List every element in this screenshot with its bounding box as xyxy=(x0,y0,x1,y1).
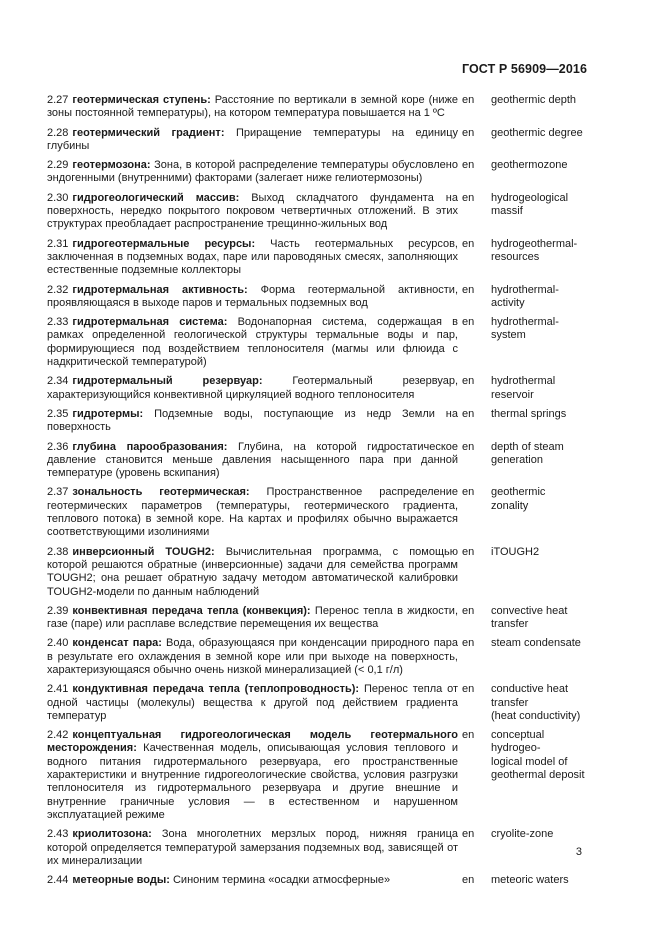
entry-language-code: en xyxy=(462,604,475,617)
entry-language-code: en xyxy=(462,126,475,139)
entry-english-term: geothermic depth xyxy=(491,94,576,106)
glossary-entry xyxy=(47,729,594,822)
entry-term: гидротермальный резервуар: xyxy=(72,375,263,388)
entry-language-code: en xyxy=(462,874,475,887)
entry-definition: Пространственное распределение геотермических параметров (температуры, геотермического градиента, теплового потока) в земной коре. На картах и профилях обычно выражается соответствующими изолиниями xyxy=(47,486,458,539)
entry-english-term: conductive heat transfer (heat conductivity) xyxy=(491,683,581,722)
entry-english-term: steam condensate xyxy=(491,637,581,650)
entry-number: 2.36 xyxy=(47,440,69,453)
entry-definition-block xyxy=(47,94,458,121)
entry-number: 2.31 xyxy=(47,237,69,250)
entry-number: 2.38 xyxy=(47,545,69,558)
glossary-entry xyxy=(47,284,594,311)
entry-definition: Подземные воды, поступающие из недр Земли на поверхность xyxy=(47,407,458,434)
entry-definition-block xyxy=(47,127,458,154)
entry-definition-block xyxy=(47,375,458,402)
entry-term: инверсионный TOUGH2: xyxy=(72,545,215,558)
entry-number: 2.28 xyxy=(47,126,69,139)
glossary-entry xyxy=(47,605,594,632)
entry-definition-block xyxy=(47,828,458,868)
entry-language-code: en xyxy=(462,191,475,204)
entry-language-code: en xyxy=(462,375,475,388)
glossary-entry xyxy=(47,874,594,887)
entry-english-term: hydrogeothermal- resources xyxy=(491,237,578,263)
entry-english-term: hydrogeological massif xyxy=(491,191,569,218)
entry-definition-block xyxy=(47,238,458,278)
entry-term: концептуальная гидрогеологическая модель геотермального месторождения: xyxy=(47,729,458,755)
entry-english-term: geothermozone xyxy=(491,159,568,172)
entry-number: 2.44 xyxy=(47,874,69,887)
entry-definition-block xyxy=(47,546,458,599)
glossary-entry xyxy=(47,637,594,677)
entry-definition: Зона, в которой распределение температуры обусловлено эндогенными (внутренними) факторами (залегает ниже гелиотермозоны) xyxy=(47,159,458,185)
entry-definition: Форма геотермальной активности, проявляющаяся в выходе паров и термальных подземных вод xyxy=(47,283,458,309)
entry-term: криолитозона: xyxy=(72,828,152,841)
entry-definition-block xyxy=(47,486,458,539)
entry-term: гидротермы: xyxy=(72,407,144,420)
entry-definition-block xyxy=(47,637,458,677)
entry-number: 2.35 xyxy=(47,407,69,420)
entry-definition: Геотермальный резервуар, характеризующийся конвективной циркуляцией водного теплоносителя xyxy=(47,375,458,401)
entry-term: глубина парообразования: xyxy=(72,440,228,453)
entry-term: зональность геотермическая: xyxy=(72,486,250,499)
entry-english-term: iTOUGH2 xyxy=(491,545,540,558)
standard-header: ГОСТ Р 56909—2016 xyxy=(461,62,587,76)
entry-language-code: en xyxy=(462,94,475,106)
entry-number: 2.42 xyxy=(47,729,69,742)
entry-definition: Водонапорная система, содержащая в рамках определенной геологической структуры термальные воды и пар, формирующиеся под воздействием теплоносителя (магмы или флюида с надкритической температурой) xyxy=(47,316,458,369)
glossary-entry xyxy=(47,159,594,186)
glossary-entry xyxy=(47,127,594,154)
entry-term: гидрогеотермальные ресурсы: xyxy=(72,237,256,250)
glossary-entry xyxy=(47,192,594,232)
entry-english-term: hydrothermal- activity xyxy=(491,283,559,309)
entry-term: кондуктивная передача тепла (теплопроводность): xyxy=(72,683,360,696)
entry-language-code: en xyxy=(462,729,475,742)
entry-definition-block xyxy=(47,408,458,435)
entry-number: 2.39 xyxy=(47,604,69,617)
glossary-entry xyxy=(47,441,594,481)
entry-english-term: geothermic zonality xyxy=(491,486,546,512)
page-number: 3 xyxy=(575,846,582,858)
entry-number: 2.29 xyxy=(47,159,69,172)
entry-number: 2.41 xyxy=(47,683,69,696)
entry-language-code: en xyxy=(462,237,475,250)
entry-term: гидрогеологический массив: xyxy=(72,191,240,204)
entry-definition-block xyxy=(47,284,458,311)
entry-definition-block xyxy=(47,683,458,723)
entry-number: 2.40 xyxy=(47,637,69,650)
entry-number: 2.33 xyxy=(47,316,69,329)
entry-term: гидротермальная система: xyxy=(72,316,228,329)
entry-definition: Качественная модель, описывающая условия теплового и водного питания гидротермального резервуара, его пространственные характеристики и внутренние гидрогеологические свойства, условия разгрузки теплоносителя из гидротермального резервуара и другие внешние и внутренние граничные условия — в естественном и нарушенном эксплуатацией режиме xyxy=(47,742,458,821)
entry-term: геотермозона: xyxy=(72,159,151,172)
entry-english-term: convective heat transfer xyxy=(491,604,568,631)
entry-definition: Приращение температуры на единицу глубины xyxy=(47,126,458,152)
entry-english-term: geothermic degree xyxy=(491,126,583,139)
entry-definition-block xyxy=(47,316,458,369)
entry-term: конвективная передача тепла (конвекция): xyxy=(72,604,311,617)
glossary-entry xyxy=(47,546,594,599)
entry-language-code: en xyxy=(462,828,475,841)
entry-definition-block xyxy=(47,729,458,822)
entry-definition-block xyxy=(47,874,458,887)
entry-term: конденсат пара: xyxy=(72,637,162,650)
entry-number: 2.43 xyxy=(47,828,69,841)
entry-english-term: meteoric waters xyxy=(491,874,569,887)
entry-language-code: en xyxy=(462,545,475,558)
entry-term: геотермическая ступень: xyxy=(72,94,211,106)
entry-definition-block xyxy=(47,441,458,481)
entry-language-code: en xyxy=(462,407,475,420)
glossary-entry xyxy=(47,375,594,402)
entry-english-term: hydrothermal reservoir xyxy=(491,375,556,401)
glossary-entry xyxy=(47,486,594,539)
entry-english-term: depth of steam generation xyxy=(491,440,564,466)
entry-definition: Вычислительная программа, с помощью которой решаются обратные (инверсионные) задачи для семейства программ TOUGH2; она решает обратную задачу методом автоматической калибровки TOUGH2-модели по данным наблюдений xyxy=(47,545,458,598)
entry-number: 2.27 xyxy=(47,94,69,106)
entry-term: геотермический градиент: xyxy=(72,126,225,139)
entry-definition-block xyxy=(47,192,458,232)
entry-definition: Синоним термина «осадки атмосферные» xyxy=(169,874,391,887)
entry-english-term: thermal springs xyxy=(491,407,567,420)
entry-term: гидротермальная активность: xyxy=(72,283,248,296)
entry-definition-block xyxy=(47,159,458,186)
entry-language-code: en xyxy=(462,283,475,296)
entry-language-code: en xyxy=(462,637,475,650)
entry-definition: Вода, образующаяся при конденсации природного пара в результате его охлаждения в земной коре или при выходе на поверхность, характеризующаяся обычно очень низкой минерализацией (< 0,1 г/л) xyxy=(47,637,459,676)
entry-english-term: cryolite-zone xyxy=(491,828,554,841)
entry-definition: Глубина, на которой гидростатическое давление становится меньше давления насыщенного пара при данной температуре (уровень вскипания) xyxy=(47,440,458,480)
entry-definition: Перенос тепла от одной частицы (молекулы) вещества к другой под действием градиента температур xyxy=(47,683,458,722)
entry-definition: Расстояние по вертикали в земной коре (ниже зоны постоянной температуры), на котором температура повышается на 1 ºС xyxy=(47,94,458,120)
entry-number: 2.30 xyxy=(47,191,69,204)
entry-language-code: en xyxy=(462,316,475,329)
entry-definition: Выход складчатого фундамента на поверхность, нередко покрытого покровом четвертичных отложений. В этих структурах преобладает распространение трещинно-жильных вод xyxy=(47,191,458,231)
glossary-entry xyxy=(47,238,594,278)
glossary-entry xyxy=(47,828,594,868)
glossary-entry xyxy=(47,683,594,723)
glossary-entry xyxy=(47,316,594,369)
entry-english-term: hydrothermal- system xyxy=(491,316,559,342)
entry-language-code: en xyxy=(462,683,475,696)
entry-term: метеорные воды: xyxy=(72,874,170,887)
entry-number: 2.34 xyxy=(47,375,69,388)
entry-language-code: en xyxy=(462,486,475,499)
entry-definition: Зона многолетних мерзлых пород, нижняя граница которой определяется температурой замерзания подземных вод, зависящей от их минерализации xyxy=(47,828,458,867)
entry-english-term: conceptual hydrogeo- logical model of geothermal deposit xyxy=(491,729,585,782)
glossary-entry xyxy=(47,94,594,121)
entry-definition: Перенос тепла в жидкости, газе (паре) или расплаве вследствие перемещения их вещества xyxy=(47,604,458,631)
entry-number: 2.37 xyxy=(47,486,69,499)
entry-language-code: en xyxy=(462,440,475,453)
entry-definition-block xyxy=(47,605,458,632)
glossary-entry xyxy=(47,408,594,435)
entry-number: 2.32 xyxy=(47,283,69,296)
entry-definition: Часть геотермальных ресурсов, заключенная в подземных водах, паре или пароводяных смесях, заполняющих естественные подземные коллекторы xyxy=(47,237,458,277)
entry-language-code: en xyxy=(462,159,475,172)
glossary-entries xyxy=(47,94,594,893)
